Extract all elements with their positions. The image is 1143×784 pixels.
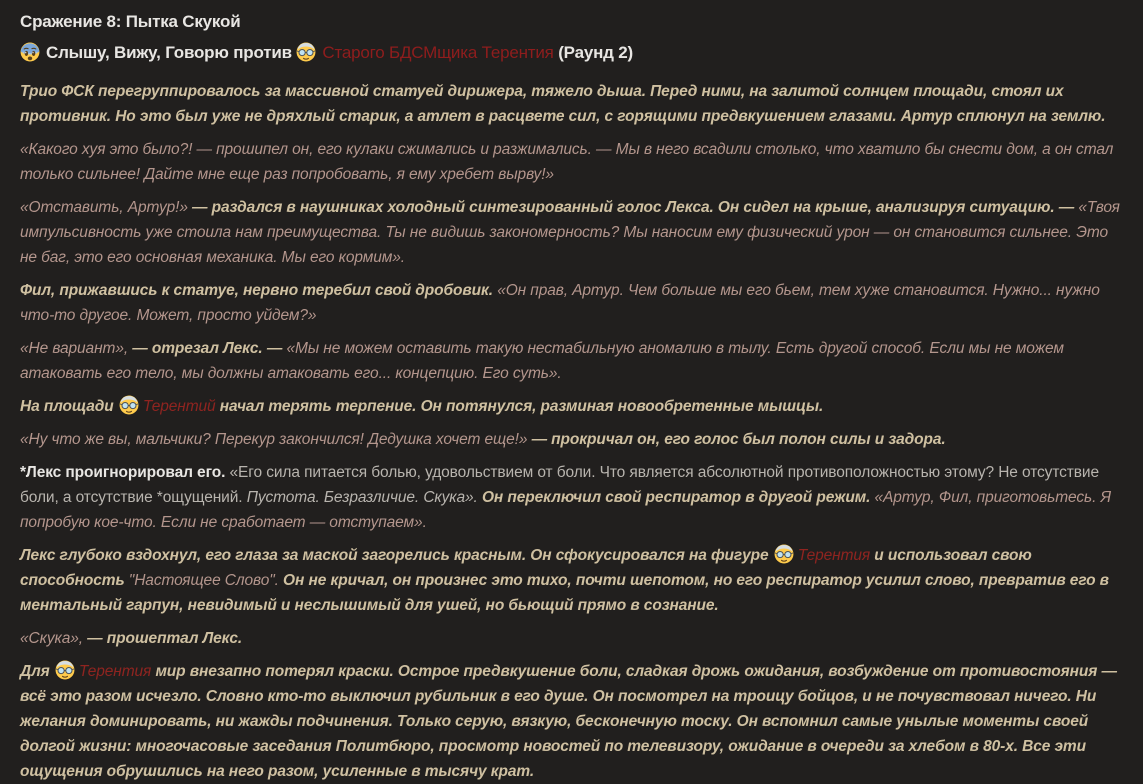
narration-text: начал терять терпение. Он потянулся, разминая новообретенные мышцы.: [215, 398, 824, 415]
dialogue-text: «Какого хуя это было?! — прошипел он, его кулаки сжимались и разжимались. — Мы в него всадили столько, что хватило бы снести дом, а он стал только сильнее! Дайте мне еще раз попробовать, я ему хребет вырву!»: [20, 141, 1114, 183]
dialogue-paragraph: [20, 137, 1123, 187]
mixed-paragraph: [20, 336, 1123, 386]
narration-text: Он переключил свой респиратор в другой режим.: [477, 489, 875, 506]
opponent-name: Старого БДСМщика Терентия: [322, 43, 554, 62]
page-title: Сражение 8: Пытка Скукой: [20, 12, 241, 31]
team-name: Слышу, Вижу, Говорю против: [46, 43, 292, 62]
dialogue-text: «Ну что же вы, мальчики? Перекур закончился! Дедушка хочет еще!»: [20, 431, 528, 448]
narration-text: — прокричал он, его голос был полон силы и задора.: [527, 431, 946, 448]
plain-text: «Его сила питается болью, удовольствием от боли. Что является абсолютной противоположностью этому? Не отсутствие боли, а отсутствие *ощущений.: [20, 464, 1100, 506]
narration-text: На площади: [20, 398, 118, 415]
narration-text: Фил, прижавшись к статуе, нервно теребил свой дробовик.: [20, 282, 498, 299]
narration-text: Он не кричал, он произнес это тихо, почти шепотом, но его респиратор усилил слово, превратив его в ментальный гарпун, невидимый и неслышимый для ушей, но бьющий прямо в сознание.: [20, 572, 1109, 614]
dialogue-text: «Не вариант»,: [20, 340, 129, 357]
narration-text: Трио ФСК перегруппировалось за массивной статуей дирижера, тяжело дыша. Перед ними, на залитой солнцем площади, стоял их противник. Но это был уже не дряхлый старик, а атлет в расцвете сил, с горящими предвкушением глазами. Артур сплюнул на землю.: [20, 83, 1106, 125]
character-name: Терентия: [78, 663, 152, 680]
mixed-paragraph: [20, 543, 1123, 618]
round-label: (Раунд 2): [558, 43, 634, 62]
dialogue-text: «Мы не можем оставить такую нестабильную аномалию в тылу. Есть другой способ. Если мы не можем атаковать его тело, мы должны атаковать его... концепцию. Его суть».: [20, 340, 1064, 382]
old-man-glasses-emoji: [119, 395, 139, 415]
narration-text: мир внезапно потерял краски. Острое предвкушение боли, сладкая дрожь ожидания, возбуждение от противостояния — всё это разом исчезло. Словно кто-то выключил рубильник в его душе. Он посмотрел на троицу бойцов, и не почувствовал ничего. Ни желания доминировать, ни жажды подчинения. Только серую, вязкую, бесконечную тоску. Он вспомнил самые унылые моменты своей долгой жизни: многочасовые заседания Политбюро, просмотр новостей по телевизору, ожидание в очереди за хлебом в 80-х. Все эти ощущения обрушились на него разом, усиленные в тысячу крат.: [20, 663, 1117, 780]
dialogue-text: «Твоя импульсивность уже стоила нам преимущества. Ты не видишь закономерность? Мы наносим ему физический урон — он становится сильнее. Это не баг, это его основная механика. Мы его кормим».: [20, 199, 1120, 266]
plain-italic-text: Пустота. Безразличие. Скука».: [246, 489, 478, 506]
character-name: Терентия: [797, 547, 871, 564]
mixed-paragraph: [20, 659, 1123, 784]
ability-name-text: "Настоящее Слово".: [128, 572, 279, 589]
mixed-paragraph: [20, 278, 1123, 328]
mixed-paragraph: [20, 195, 1123, 270]
fearful-face-emoji: [20, 42, 40, 62]
narration-text: — раздался в наушниках холодный синтезированный голос Лекса. Он сидел на крыше, анализируя ситуацию. —: [187, 199, 1079, 216]
dialogue-text: «Артур, Фил, приготовьтесь. Я попробую кое-что. Если не сработает — отступаем».: [20, 489, 1111, 531]
old-man-glasses-emoji: [55, 660, 75, 680]
narration-text: Для: [20, 663, 54, 680]
character-name: Терентий: [142, 398, 216, 415]
narration-text: — отрезал Лекс. —: [128, 340, 287, 357]
old-man-glasses-emoji: [774, 544, 794, 564]
dialogue-text: «Отставить, Артур!»: [20, 199, 188, 216]
battle-log: [20, 79, 1123, 784]
narration-text: — прошептал Лекс.: [82, 630, 243, 647]
mixed-paragraph: [20, 626, 1123, 651]
old-man-glasses-emoji: [296, 42, 316, 62]
narration-text: и использовал свою способность: [20, 547, 1032, 589]
narration-text: Лекс глубоко вздохнул, его глаза за маской загорелись красным. Он сфокусировался на фигуре: [20, 547, 773, 564]
battle-subtitle: [20, 42, 1123, 63]
emphasis-text: *Лекс проигнорировал его.: [20, 464, 230, 481]
narration-paragraph: [20, 79, 1123, 129]
dialogue-text: «Он прав, Артур. Чем больше мы его бьем, тем хуже становится. Нужно... нужно что-то другое. Может, просто уйдем?»: [20, 282, 1100, 324]
mixed-paragraph: [20, 427, 1123, 452]
dialogue-text: «Скука»,: [20, 630, 83, 647]
mixed-paragraph: [20, 394, 1123, 419]
mixed-paragraph: [20, 460, 1123, 535]
